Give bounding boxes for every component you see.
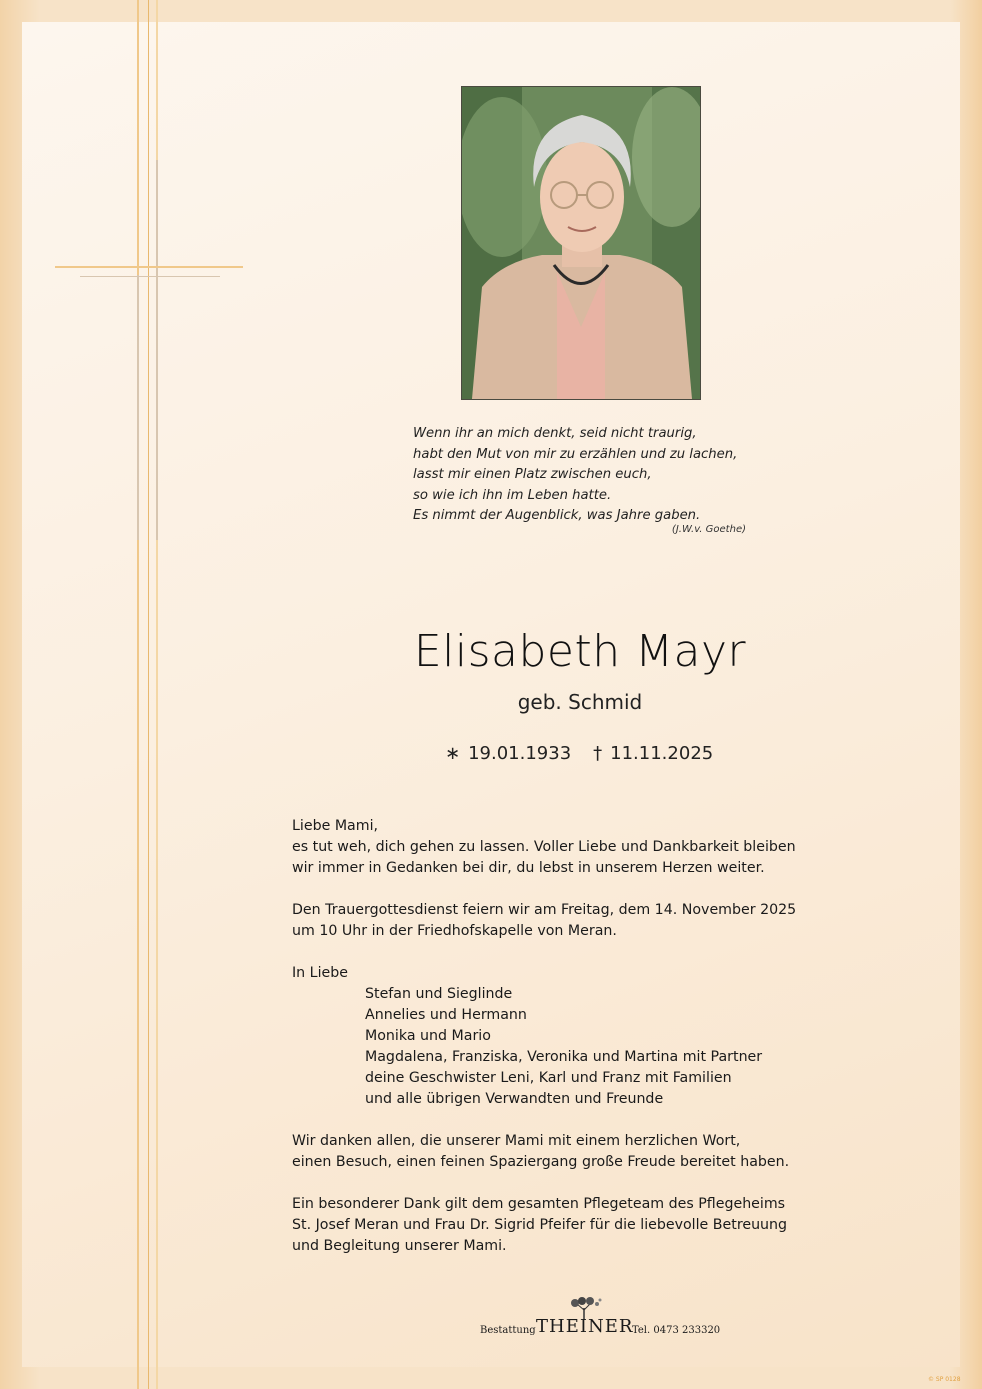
text-line: um 10 Uhr in der Friedhofskapelle von Meran. (292, 923, 617, 939)
text-line: Ein besonderer Dank gilt dem gesamten Pflegeteam des Pflegeheims (292, 1196, 786, 1212)
maiden-name: geb. Schmid (517, 690, 643, 714)
deceased-name: Elisabeth Mayr (413, 626, 747, 677)
footer-phone: Tel. 0473 233320 (632, 1325, 721, 1336)
death-icon: † (593, 743, 603, 764)
greeting: Liebe Mami, (292, 818, 379, 834)
text-line: einen Besuch, einen feinen Spaziergang große Freude bereitet haben. (292, 1154, 790, 1170)
obituary-text (292, 816, 812, 1278)
copyright: © SP 0128 (928, 1376, 961, 1383)
mourner-line: und alle übrigen Verwandten und Freunde (365, 1091, 664, 1107)
text-line: es tut weh, dich gehen zu lassen. Voller Liebe und Dankbarkeit bleiben (292, 839, 796, 855)
poem-line: lasst mir einen Platz zwischen euch, (413, 467, 652, 482)
birth-date: 19.01.1933 (468, 743, 572, 764)
poem (413, 424, 773, 527)
mourner-line: Magdalena, Franziska, Veronika und Martina mit Partner (365, 1049, 763, 1065)
funeral-home-footer (480, 1296, 780, 1336)
cross-icon-horizontal (55, 266, 243, 268)
poem-line: Es nimmt der Augenblick, was Jahre gaben. (413, 508, 701, 523)
cross-icon-vertical (156, 160, 158, 540)
poem-line: habt den Mut von mir zu erzählen und zu lachen, (413, 446, 738, 462)
poem-source: (J.W.v. Goethe) (671, 524, 746, 535)
birth-icon: ∗ (445, 743, 461, 764)
mourner-line: Monika und Mario (365, 1028, 491, 1044)
cross-icon-vertical-shadow (137, 275, 139, 540)
cross-icon-horizontal-shadow (80, 276, 220, 277)
decor-line (137, 0, 139, 1389)
text-line: St. Josef Meran und Frau Dr. Sigrid Pfeifer für die liebevolle Betreuung (292, 1217, 788, 1233)
text-line: wir immer in Gedanken bei dir, du lebst in unserem Herzen weiter. (292, 860, 765, 876)
in-love-label: In Liebe (292, 965, 348, 981)
mourner-line: deine Geschwister Leni, Karl und Franz mit Familien (365, 1070, 732, 1086)
mourner-line: Stefan und Sieglinde (365, 986, 513, 1002)
footer-brand: THEINER (536, 1316, 634, 1337)
text-line: Den Trauergottesdienst feiern wir am Freitag, dem 14. November 2025 (292, 902, 797, 918)
poem-line: so wie ich ihn im Leben hatte. (413, 487, 612, 503)
poem-line: Wenn ihr an mich denkt, seid nicht traurig, (413, 426, 697, 441)
text-line: Wir danken allen, die unserer Mami mit einem herzlichen Wort, (292, 1133, 741, 1149)
mourner-line: Annelies und Hermann (365, 1007, 527, 1023)
footer-prefix: Bestattung (480, 1325, 536, 1336)
decor-line (148, 0, 149, 1389)
death-date: 11.11.2025 (610, 743, 714, 764)
text-line: und Begleitung unserer Mami. (292, 1238, 507, 1254)
portrait-photo (461, 86, 701, 400)
life-dates (445, 743, 745, 764)
